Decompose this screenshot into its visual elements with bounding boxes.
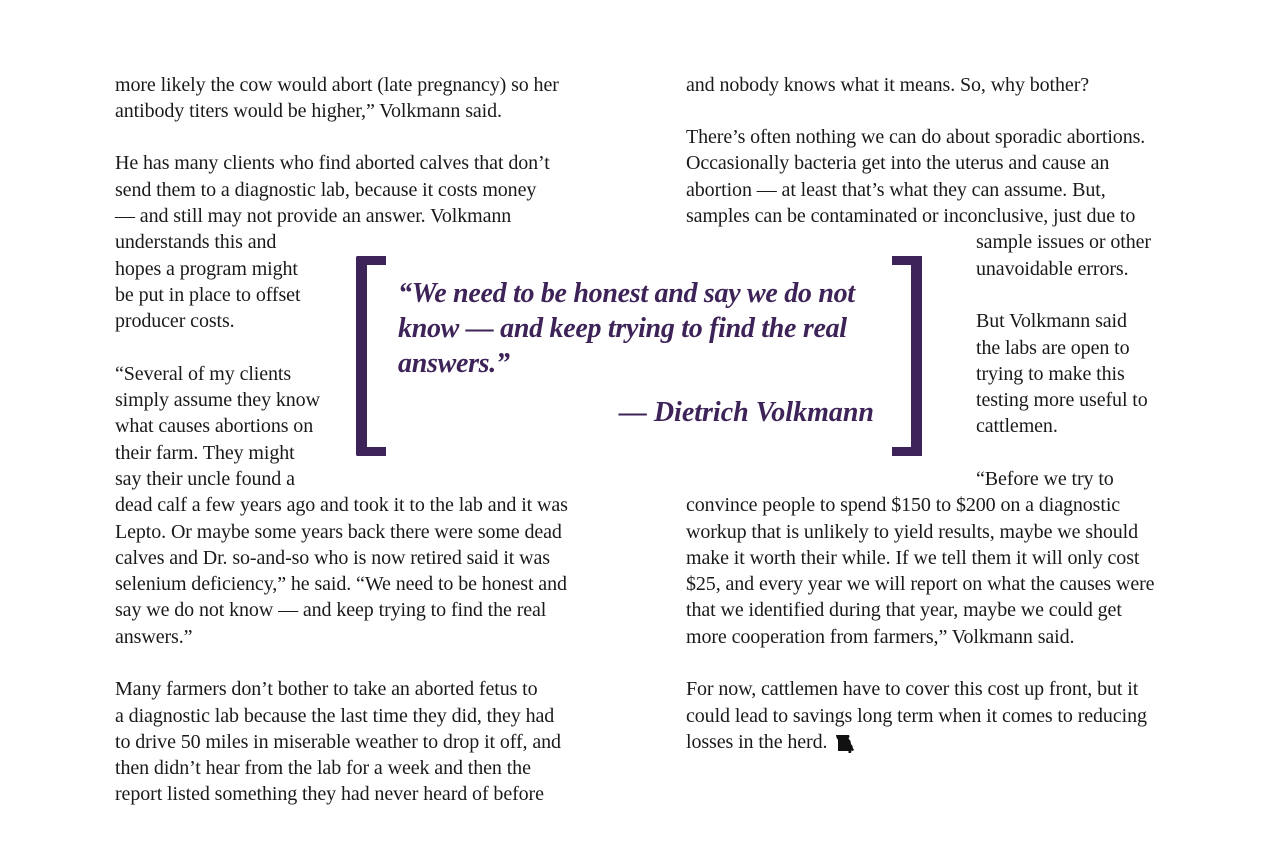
- body-text-line: workup that is unlikely to yield results, maybe we should: [686, 521, 1139, 543]
- body-text-line: sample issues or other: [976, 231, 1151, 253]
- pull-quote-line: “We need to be honest and say we do not: [398, 278, 855, 309]
- body-text-line: more likely the cow would abort (late pregnancy) so her: [115, 74, 559, 96]
- body-text-line: could lead to savings long term when it comes to reducing: [686, 705, 1147, 727]
- body-text-line: send them to a diagnostic lab, because it costs money: [115, 179, 537, 201]
- body-text-line: antibody titers would be higher,” Volkmann said.: [115, 100, 502, 122]
- pull-quote-attribution: — Dietrich Volkmann: [618, 397, 874, 428]
- body-text-line: Many farmers don’t bother to take an aborted fetus to: [115, 678, 538, 700]
- body-text-line: $25, and every year we will report on what the causes were: [686, 573, 1155, 595]
- body-text-line: Lepto. Or maybe some years back there were some dead: [115, 521, 562, 543]
- body-text-line: their farm. They might: [115, 442, 295, 464]
- body-text-line: samples can be contaminated or inconclusive, just due to: [686, 205, 1136, 227]
- body-text-line: convince people to spend $150 to $200 on a diagnostic: [686, 494, 1121, 516]
- body-text-line: a diagnostic lab because the last time they did, they had: [115, 705, 555, 727]
- body-text-line: say we do not know — and keep trying to find the real: [115, 599, 547, 621]
- body-text-line: losses in the herd.: [686, 731, 828, 753]
- body-text-line: “Several of my clients: [115, 363, 292, 385]
- right-bracket: [892, 256, 922, 456]
- body-text-line: But Volkmann said: [976, 310, 1127, 332]
- body-text-line: answers.”: [115, 626, 193, 648]
- body-text-line: the labs are open to: [976, 337, 1130, 359]
- missouri-state-icon: [835, 734, 855, 754]
- body-text-line: hopes a program might: [115, 258, 298, 280]
- body-text-line: There’s often nothing we can do about sporadic abortions.: [686, 126, 1146, 148]
- body-text-line: understands this and: [115, 231, 277, 253]
- body-text-line: say their uncle found a: [115, 468, 295, 490]
- body-text-line: For now, cattlemen have to cover this cost up front, but it: [686, 678, 1139, 700]
- body-text-line: report listed something they had never heard of before: [115, 783, 544, 805]
- body-text-line: “Before we try to: [976, 468, 1114, 490]
- body-text-line: dead calf a few years ago and took it to the lab and it was: [115, 494, 568, 516]
- body-text-line: what causes abortions on: [115, 415, 314, 437]
- body-text-line: to drive 50 miles in miserable weather to drop it off, and: [115, 731, 561, 753]
- body-text-line: and nobody knows what it means. So, why bother?: [686, 74, 1090, 96]
- body-text-line: then didn’t hear from the lab for a week and then the: [115, 757, 531, 779]
- body-text-line: make it worth their while. If we tell them it will only cost: [686, 547, 1140, 569]
- pull-quote-line: answers.”: [398, 348, 510, 379]
- body-text-line: calves and Dr. so-and-so who is now retired said it was: [115, 547, 550, 569]
- body-text-line: selenium deficiency,” he said. “We need to be honest and: [115, 573, 567, 595]
- body-text-line: that we identified during that year, maybe we could get: [686, 599, 1122, 621]
- body-text-line: producer costs.: [115, 310, 235, 332]
- body-text-line: He has many clients who find aborted calves that don’t: [115, 152, 550, 174]
- body-text-line: unavoidable errors.: [976, 258, 1129, 280]
- body-text-line: testing more useful to: [976, 389, 1148, 411]
- body-text-line: abortion — at least that’s what they can assume. But,: [686, 179, 1106, 201]
- body-text-line: cattlemen.: [976, 415, 1058, 437]
- left-bracket: [356, 256, 386, 456]
- body-text-line: Occasionally bacteria get into the uterus and cause an: [686, 152, 1110, 174]
- body-text-line: trying to make this: [976, 363, 1125, 385]
- body-text-line: be put in place to offset: [115, 284, 301, 306]
- body-text-line: — and still may not provide an answer. Volkmann: [115, 205, 512, 227]
- pull-quote-line: know — and keep trying to find the real: [398, 313, 847, 344]
- body-text-line: more cooperation from farmers,” Volkmann said.: [686, 626, 1075, 648]
- body-text-line: simply assume they know: [115, 389, 320, 411]
